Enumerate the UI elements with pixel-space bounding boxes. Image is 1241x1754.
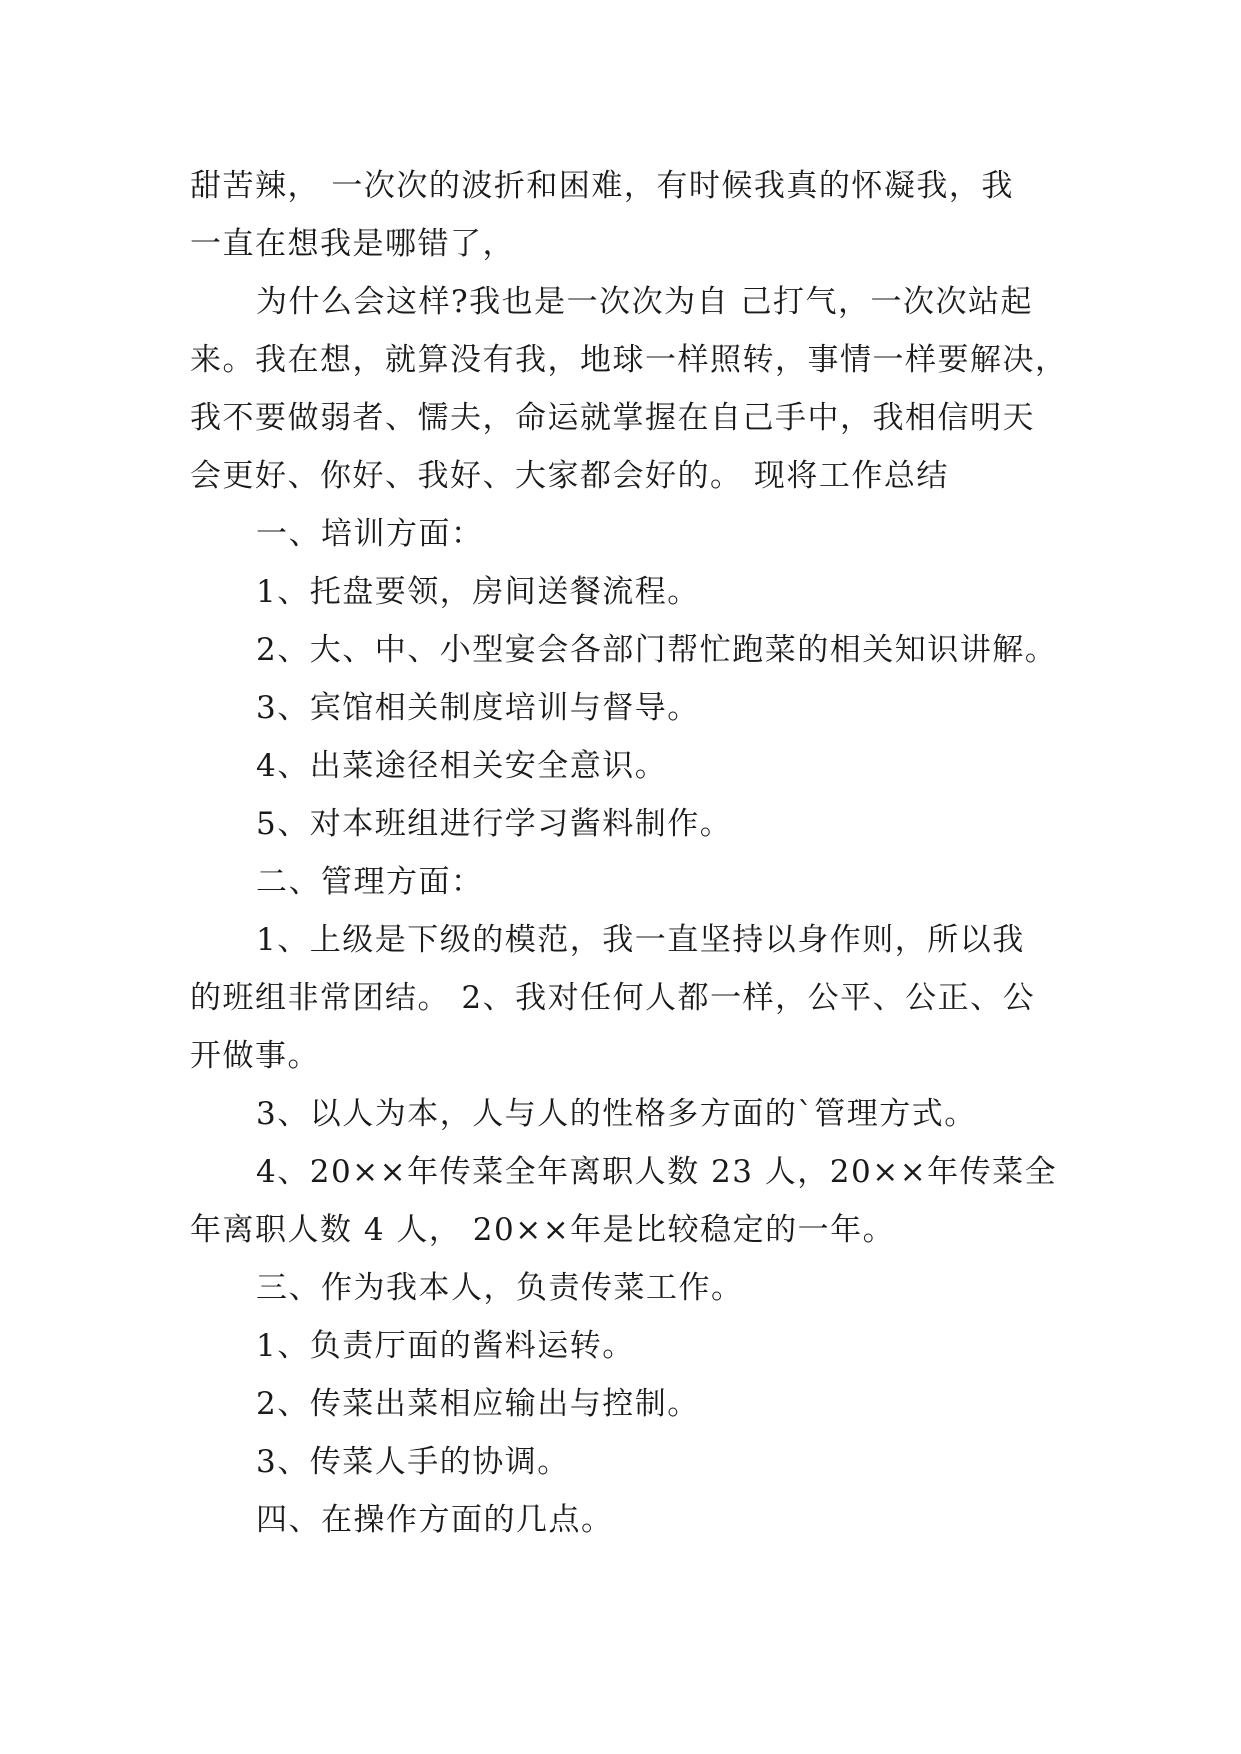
document-line: 年离职人数 4 人， 20××年是比较稳定的一年。 [190,1212,896,1248]
document-line: 4、出菜途径相关安全意识。 [256,748,668,784]
document-line: 2、大、中、小型宴会各部门帮忙跑菜的相关知识讲解。 [256,632,1058,668]
document-line: 为什么会这样?我也是一次次为自 己打气，一次次站起 [256,284,1033,320]
document-line: 会更好、你好、我好、大家都会好的。 现将工作总结 [190,458,949,494]
document-line: 3、以人为本，人与人的性格多方面的`管理方式。 [256,1096,977,1132]
document-line: 1、负责厅面的酱料运转。 [256,1328,635,1364]
document-line: 1、上级是下级的模范，我一直坚持以身作则，所以我 [256,922,1025,958]
document-line: 一、培训方面： [256,516,484,552]
document-line: 3、传菜人手的协调。 [256,1444,570,1480]
document-line: 四、在操作方面的几点。 [256,1502,614,1538]
document-line: 4、20××年传菜全年离职人数 23 人，20××年传菜全 [256,1154,1058,1190]
document-line: 的班组非常团结。 2、我对任何人都一样，公平、公正、公 [190,980,1036,1016]
document-body [190,157,1080,1549]
document-line: 开做事。 [190,1038,320,1074]
document-line: 甜苦辣， 一次次的波折和困难，有时候我真的怀凝我，我 [190,168,1014,204]
document-line: 3、宾馆相关制度培训与督导。 [256,690,700,726]
document-line: 5、对本班组进行学习酱料制作。 [256,806,733,842]
document-line: 一直在想我是哪错了， [190,226,515,262]
document-line: 2、传菜出菜相应输出与控制。 [256,1386,700,1422]
document-line: 二、管理方面： [256,864,484,900]
document-line: 我不要做弱者、懦夫，命运就掌握在自己手中，我相信明天 [190,400,1035,436]
document-line: 三、作为我本人，负责传菜工作。 [256,1270,744,1306]
document-line: 来。我在想，就算没有我，地球一样照转，事情一样要解决， [190,342,1068,378]
document-line: 1、托盘要领，房间送餐流程。 [256,574,700,610]
